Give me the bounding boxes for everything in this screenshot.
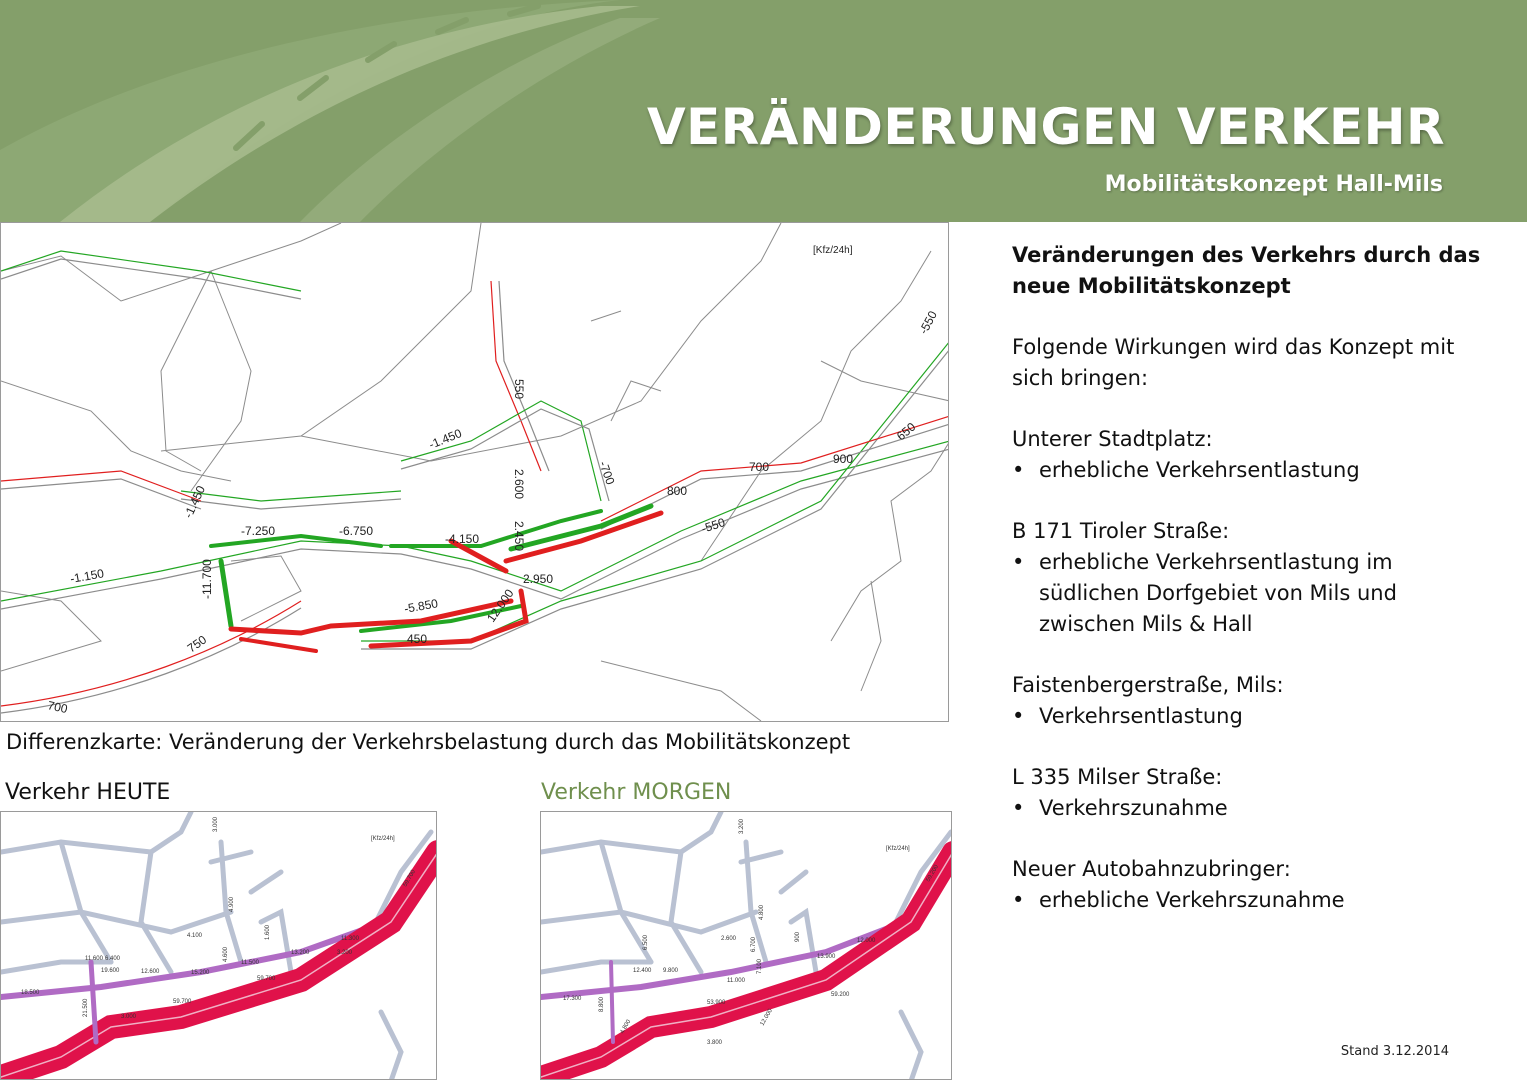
map-value-label: 17.300 xyxy=(563,996,582,1002)
map-value-label: -1.150 xyxy=(69,566,106,586)
map-value-label: 12.000 xyxy=(759,1008,774,1027)
bullet-item: • Verkehrsentlastung xyxy=(1012,701,1492,732)
map-value-label: 11.500 xyxy=(241,960,259,966)
map-value-label: 4.600 xyxy=(223,946,229,962)
section-l335 xyxy=(1012,762,1492,824)
bullet-list xyxy=(1012,885,1492,916)
map-value-label: 12.400 xyxy=(633,968,652,974)
map-value-label: 6.500 xyxy=(643,934,649,950)
map-value-label: -7.250 xyxy=(241,524,276,538)
map-value-label: 550 xyxy=(512,379,526,400)
map-value-label: 19.600 xyxy=(101,968,120,974)
map-value-label: 59.700 xyxy=(402,869,417,888)
map-value-label: 18.500 xyxy=(21,990,40,996)
map-value-label: 12.000 xyxy=(483,586,517,625)
map-value-label: 13.900 xyxy=(817,954,836,960)
map-value-label: 2.600 xyxy=(721,936,737,942)
map-value-label: -6.750 xyxy=(339,524,374,538)
page-subtitle: Mobilitätskonzept Hall-Mils xyxy=(1104,172,1443,197)
section-faistenbergerstrasse xyxy=(1012,670,1492,732)
change-bars xyxy=(211,506,661,651)
map-traffic-tomorrow xyxy=(540,811,952,1080)
map-value-label: 59.200 xyxy=(831,992,850,998)
map-value-label: 4.900 xyxy=(229,896,235,912)
map-value-label: 21.500 xyxy=(83,998,89,1017)
map-value-label: -5.850 xyxy=(403,596,440,616)
map-value-label: 15.200 xyxy=(191,970,210,976)
map-value-label: 900 xyxy=(795,931,801,942)
map-value-label: 4.100 xyxy=(187,933,203,939)
base-roads xyxy=(1,223,949,721)
map-value-label: 1.600 xyxy=(265,924,271,940)
section-title: Faistenbergerstraße, Mils: xyxy=(1012,673,1284,697)
map-value-label: 2.950 xyxy=(523,572,554,586)
map-value-label: 3.800 xyxy=(707,1040,723,1046)
map-value-label: 7.100 xyxy=(757,958,763,974)
map-value-label: 11.000 xyxy=(727,978,745,984)
page-title: VERÄNDERUNGEN VERKEHR xyxy=(646,98,1445,156)
section-title: Neuer Autobahnzubringer: xyxy=(1012,857,1291,881)
map-value-label: 11.300 xyxy=(341,936,359,942)
map-unit-label: [Kfz/24h] xyxy=(886,846,910,852)
info-panel xyxy=(1012,240,1492,946)
map-value-label: 59.700 xyxy=(257,976,276,982)
map-value-label: 2.450 xyxy=(512,521,526,552)
map-value-label: 12.600 xyxy=(141,969,160,975)
bullet-item: • Verkehrszunahme xyxy=(1012,793,1492,824)
section-title: Unterer Stadtplatz: xyxy=(1012,427,1213,451)
map-value-label: 900 xyxy=(833,452,854,466)
map-value-label: 700 xyxy=(46,698,69,717)
map-caption: Differenzkarte: Veränderung der Verkehrsbelastung durch das Mobilitätskonzept xyxy=(6,730,851,754)
bullet-list xyxy=(1012,455,1492,486)
map-value-label: 700 xyxy=(749,460,770,474)
map-value-label: 53.900 xyxy=(707,1000,726,1006)
map-value-label: -700 xyxy=(596,459,618,487)
map-value-label: 6.400 xyxy=(105,956,121,962)
section-unterer-stadtplatz xyxy=(1012,424,1492,486)
map-value-label: 12.000 xyxy=(857,938,876,944)
map-value-label: 3.000 xyxy=(121,1014,137,1020)
map-value-label: 59.700 xyxy=(173,999,192,1005)
section-title: L 335 Milser Straße: xyxy=(1012,765,1223,789)
map-value-label: 59.200 xyxy=(925,864,940,883)
label-traffic-tomorrow: Verkehr MORGEN xyxy=(541,780,732,805)
map-value-label: 6.700 xyxy=(751,936,757,952)
map-value-label: 3.200 xyxy=(739,818,745,834)
section-autobahnzubringer xyxy=(1012,854,1492,916)
panel-heading: Veränderungen des Verkehrs durch das neue Mobilitätskonzept xyxy=(1012,243,1481,298)
header-banner xyxy=(0,0,1527,222)
map-value-label: 8.800 xyxy=(599,996,605,1012)
map-value-label: -11.700 xyxy=(200,559,214,599)
section-title: B 171 Tiroler Straße: xyxy=(1012,519,1230,543)
map-value-label: 2.600 xyxy=(512,469,526,500)
section-b171 xyxy=(1012,516,1492,640)
map-value-label: 13.200 xyxy=(291,950,310,956)
bullet-list xyxy=(1012,547,1492,640)
bullet-item: • erhebliche Verkehrsentlastung im südlichen Dorfgebiet von Mils und zwischen Mils & Hall xyxy=(1012,547,1492,640)
bullet-list xyxy=(1012,793,1492,824)
map-value-label: -550 xyxy=(916,308,940,337)
map-value-label: 9.800 xyxy=(663,968,679,974)
map-value-label: 3.000 xyxy=(213,816,219,832)
label-traffic-today: Verkehr HEUTE xyxy=(5,780,171,805)
panel-intro: Folgende Wirkungen wird das Konzept mit sich bringen: xyxy=(1012,335,1455,390)
map-value-label: 800 xyxy=(667,484,688,498)
map-value-label: 650 xyxy=(893,419,919,444)
map-unit-label: [Kfz/24h] xyxy=(813,245,853,256)
double-line-roads xyxy=(1,251,949,713)
map-value-label: 3.200 xyxy=(337,950,353,956)
bullet-list xyxy=(1012,701,1492,732)
map-value-label: 4.800 xyxy=(619,1018,633,1035)
map-value-label: 11.600 xyxy=(85,956,103,962)
map-value-label: 450 xyxy=(407,632,428,646)
bullet-item: • erhebliche Verkehrszunahme xyxy=(1012,885,1492,916)
map-value-label: 750 xyxy=(184,632,210,656)
stand-date: Stand 3.12.2014 xyxy=(1340,1044,1449,1059)
map-value-label: -4.150 xyxy=(445,532,480,546)
map-value-label: -550 xyxy=(699,515,727,536)
map-traffic-today xyxy=(0,811,437,1080)
map-value-label: -1.450 xyxy=(181,483,209,521)
map-traffic-today-canvas xyxy=(1,812,437,1080)
map-value-label: 4.800 xyxy=(759,904,765,920)
map-unit-label: [Kfz/24h] xyxy=(371,836,395,842)
difference-map xyxy=(0,222,949,722)
map-traffic-tomorrow-canvas xyxy=(541,812,952,1080)
bullet-item: • erhebliche Verkehrsentlastung xyxy=(1012,455,1492,486)
difference-map-canvas xyxy=(1,223,949,722)
map-value-label: -1.450 xyxy=(426,426,464,452)
